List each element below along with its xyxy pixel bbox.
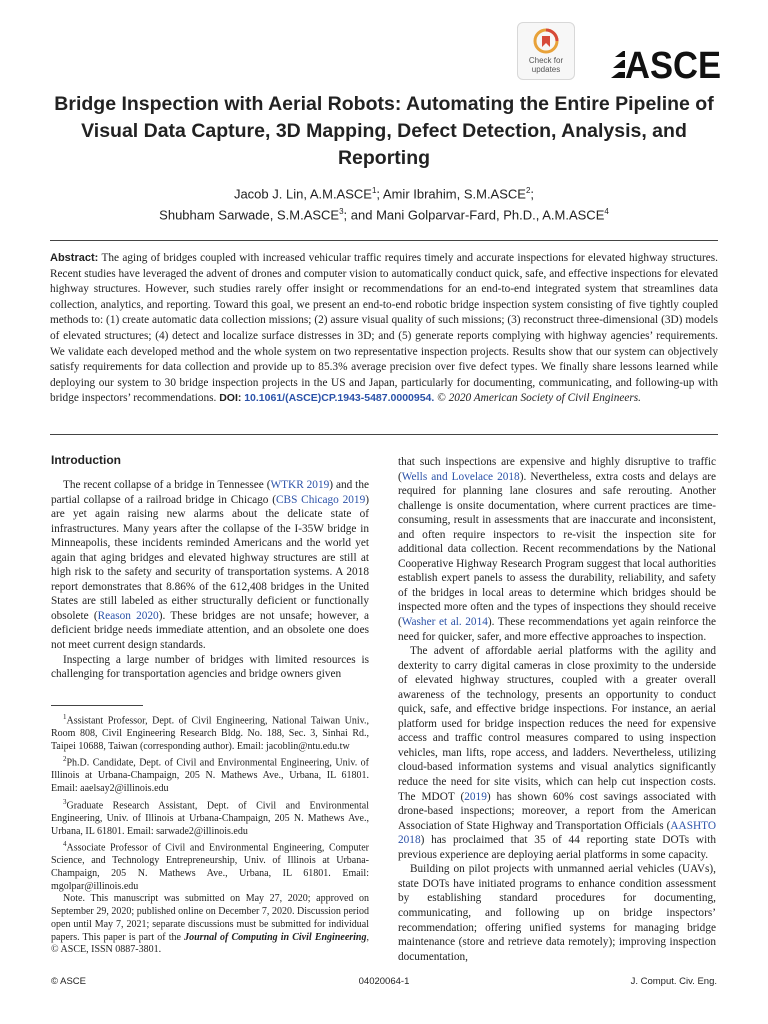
paragraph: Inspecting a large number of bridges with limited resources is challenging for transportation agencies and bridge owners given xyxy=(51,653,369,681)
paragraph: Building on pilot projects with unmanned aerial vehicles (UAVs), state DOTs have initiated programs to enhance condition assessment by establishing standard procedures for documenting, communicating, and following up on bridge inspectors’ recommendation; offering unified systems for managing bridge maintenance (store and retrieve data remotely); improving inspection documentation, xyxy=(398,863,716,963)
footnote-4: $^4$Associate Professor of Civil and Environmental Engineering, Computer Science, and Technology Entrepreneurship, Univ. of Illinois at Urbana-Champaign, 205 N. Mathews Ave., Urbana, IL 61801. Email: mgolpar@illinois.edu xyxy=(51,840,369,892)
author-name: Shubham Sarwade, S.M.ASCE xyxy=(159,207,340,223)
page-footer xyxy=(51,976,717,990)
citation-link[interactable]: AASHTO 2018 xyxy=(398,819,716,847)
citation-link[interactable]: CBS Chicago 2019 xyxy=(276,493,366,506)
footer-journal: J. Comput. Civ. Eng. xyxy=(630,976,717,987)
author-line-2 xyxy=(40,203,728,224)
author-affiliation-mark[interactable]: 1 xyxy=(371,186,377,195)
asce-logo-text: ASCE xyxy=(625,45,721,82)
doi-label: DOI: xyxy=(219,392,242,405)
submission-note: Note. This manuscript was submitted on May 27, 2020; approved on September 29, 2020; published online on December 7, 2020. Discussion period open until May 7, 2021; separate discussions must be submitted for individual papers. This paper is part of the Journal of Computing in Civil Engineering, © ASCE, ISSN 0887-3801. xyxy=(51,893,369,956)
abstract-text: The aging of bridges coupled with increased vehicular traffic requires timely and accurate inspections for elevated highway structures. Recent studies have leveraged the advent of drones and computer vision to automatically conduct quick, safe, and effective inspections for elevated highway structures. However, such studies rarely offer insight or recommendations for an end-to-end integrated system that streamlines data collection, analytics, and reporting. Toward this goal, we present an end-to-end robotic bridge inspection system consisting of five tightly coupled methods to: (1) create automatic data collection missions; (2) assure visual quality of such missions; (3) reconstruct three-dimensional (3D) models of elevated structures; (4) detect and localize surface distresses in 3D; and (5) generate reports complying with highway agencies’ requirements. We validate each developed method and the whole system on two representative inspection projects. Results show that our system can objectively satisfy requirements for data collection and provide up to 85.3% average precision over five defect types. We finally share lessons learned while deploying our system to 30 bridge inspection projects in the US and Japan, particularly for documenting, communicating, and following-up with bridge inspectors’ recommendations. xyxy=(50,252,718,405)
section-heading-introduction: Introduction xyxy=(51,453,121,467)
author-affiliation-mark[interactable]: 2 xyxy=(525,186,531,195)
citation-link[interactable]: Wells and Lovelace 2018 xyxy=(401,470,520,483)
abstract-bottom-rule xyxy=(50,434,718,435)
paper-title: Bridge Inspection with Aerial Robots: Automating the Entire Pipeline of Visual Data Capture, 3D Mapping, Defect Detection, Analysis, and Reporting xyxy=(54,93,714,169)
footnote-1: $^1$Assistant Professor, Dept. of Civil Engineering, National Taiwan Univ., Room 808, Civil Engineering Research Bldg. No. 188, Sec. 3, Sinhai Rd., Taipei 10688, Taiwan (corresponding author). Email: jacoblin@ntu.edu.tw xyxy=(51,713,369,752)
paragraph: that such inspections are expensive and highly disruptive to traffic (Wells and Lovelace 2018). Nevertheless, extra costs and delays are required for planning lane closures and safe rerouting. Another challenge is onsite documentation, where current practices are time-consuming, result in assessments that are inaccurate and inconsistent, and often require inspectors to re-visit the inspection site for additional data collection. Recent recommendations by the National Cooperative Highway Research Program suggest that local authorities establish expert panels to assess the durability, reliability, and safety of the bridges in local areas to determine which bridges should be inspected more often and the types of inspections they should receive (Washer et al. 2014). These recommendations yet again reinforce the need for quicker, safer, and more effective approaches to inspection. xyxy=(398,456,716,643)
footer-publisher: © ASCE xyxy=(51,976,86,987)
author-affiliation-mark[interactable]: 3 xyxy=(339,207,344,217)
citation-link[interactable]: WTKR 2019 xyxy=(270,479,330,491)
abstract-top-rule xyxy=(50,240,718,241)
check-badge-line1: Check for xyxy=(528,56,564,65)
author-affiliation-mark[interactable]: 4 xyxy=(604,207,609,217)
abstract xyxy=(50,251,718,407)
journal-name: Journal of Computing in Civil Engineering xyxy=(184,931,367,943)
footnote-3: $^3$Graduate Research Assistant, Dept. of Civil and Environmental Engineering, Univ. of Illinois at Urbana-Champaign, 205 N. Mathews Ave., Urbana, IL 61801. Email: sarwade2@illinois.edu xyxy=(51,797,369,837)
doi-link[interactable]: 10.1061/(ASCE)CP.1943-5487.0000954. xyxy=(244,392,435,405)
footnote-2: $^2$Ph.D. Candidate, Dept. of Civil and Environmental Engineering, Univ. of Illinois at Urbana-Champaign, 205 N. Mathews Ave., Urbana, IL 61801. Email: aaelsay2@illinois.edu xyxy=(51,755,369,795)
citation-link[interactable]: Reason 2020 xyxy=(97,609,159,622)
citation-link[interactable]: Washer et al. 2014 xyxy=(401,616,488,629)
copyright-notice: © 2020 American Society of Civil Engineers. xyxy=(437,392,641,405)
author-name: Jacob J. Lin, A.M.ASCE xyxy=(233,186,372,202)
paragraph: The recent collapse of a bridge in Tennessee (WTKR 2019) and the partial collapse of a railroad bridge in Chicago (CBS Chicago 2019) are yet again raising new alarms about the delicate state of infrastructures. Many years after the collapse of the I-35W bridge in Minneapolis, these incidents reminded Americans and the world yet again that aging bridges and elevated highway structures are still at high risk to the safety and security of transportation systems. A 2018 report demonstrates that 8.86% of the 612,408 bridges in the United States are still labeled as either structurally deficient or functionally obsolete (Reason 2020). These bridges are not unsafe; however, a deficient bridge needs immediate attention, and an obsolete one does not meet current design standards. xyxy=(51,479,369,652)
paragraph: The advent of affordable aerial platforms with the agility and dexterity to carry digital cameras in close proximity to the underside of elevated highway structures, coupled with a greater overall awareness of the technology, presents an opportunity to conduct quick, safe, and effective bridge inspections. For instance, an aerial platform used for bridge inspection reduces the need for expensive access and traffic control measures compared to using inspection vehicles, man lifts, rope access, and ladders. Nevertheless, utilizing cloud-based information systems and visual analytics significantly reduce the need for site visits, which can help cut inspection costs. The MDOT (2019) has shown 60% cost savings associated with drone-based inspections; moreover, a report from the American Association of State Highway and Transportation Officials (AASHTO 2018) has proclaimed that 35 of 44 reporting state DOTs with previous experience are deploying aerial platforms in some capacity. xyxy=(398,645,716,861)
abstract-label: Abstract: xyxy=(50,252,99,264)
author-list xyxy=(40,182,728,225)
citation-link[interactable]: 2019 xyxy=(464,790,487,803)
author-name: ; Amir Ibrahim, S.M.ASCE xyxy=(376,186,526,202)
check-for-updates-icon xyxy=(533,28,559,54)
left-column xyxy=(51,478,369,682)
check-for-updates-badge[interactable] xyxy=(517,22,575,80)
author-line-1 xyxy=(40,182,728,203)
right-column xyxy=(398,455,716,964)
footnotes xyxy=(51,711,369,957)
author-separator: ; xyxy=(530,186,535,202)
author-name: ; and Mani Golparvar-Fard, Ph.D., A.M.ASCE xyxy=(343,207,605,223)
footnote-rule xyxy=(51,705,143,706)
check-badge-line2: updates xyxy=(531,65,561,74)
footer-article-number: 04020064-1 xyxy=(358,976,410,987)
asce-logo xyxy=(611,42,721,82)
